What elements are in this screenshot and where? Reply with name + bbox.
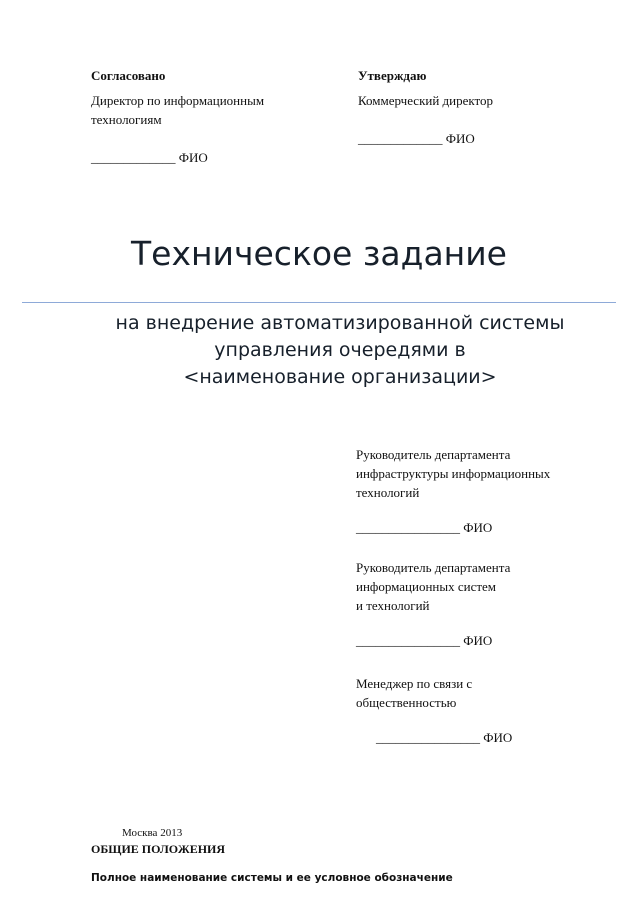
signature-line: ________________ ФИО: [356, 633, 493, 648]
subtitle-line: управления очередями в: [214, 339, 466, 361]
approval-left-block: [91, 66, 331, 167]
signature-line: ________________ ФИО: [356, 520, 493, 535]
role-line: Руководитель департамента: [356, 447, 511, 462]
approval-left-heading: Согласовано: [91, 68, 166, 83]
section-item: Полное наименование системы и ее условное обозначение: [91, 872, 453, 884]
role-line: Менеджер по связи с: [356, 676, 473, 691]
role-line: технологиям: [91, 112, 162, 127]
role-line: информационных систем: [356, 579, 497, 594]
role-line: и технологий: [356, 598, 430, 613]
signatory-block-1: [356, 445, 616, 537]
role-line: инфраструктуры информационных: [356, 466, 551, 481]
role-line: общественностью: [356, 695, 457, 710]
section-heading: ОБЩИЕ ПОЛОЖЕНИЯ: [91, 842, 226, 856]
subtitle-line: <наименование организации>: [183, 366, 497, 388]
document-title: Техническое задание: [130, 234, 507, 273]
role-line: Коммерческий директор: [358, 93, 494, 108]
role-line: технологий: [356, 485, 420, 500]
role-line: Директор по информационным: [91, 93, 265, 108]
approval-right-signature: _____________ ФИО: [358, 131, 475, 146]
role-line: Руководитель департамента: [356, 560, 511, 575]
signatory-block-3: [356, 674, 616, 747]
signatory-block-2: [356, 558, 616, 650]
city-year: Москва 2013: [122, 827, 183, 839]
title-divider: [22, 302, 616, 303]
approval-right-heading: Утверждаю: [358, 68, 427, 83]
approval-left-signature: _____________ ФИО: [91, 150, 208, 165]
approval-left-role: [91, 91, 331, 129]
approval-right-role: [358, 91, 598, 110]
subtitle-line: на внедрение автоматизированной системы: [115, 312, 565, 334]
signature-line: ________________ ФИО: [376, 730, 513, 745]
document-subtitle: [60, 310, 620, 391]
approval-right-block: [358, 66, 598, 148]
